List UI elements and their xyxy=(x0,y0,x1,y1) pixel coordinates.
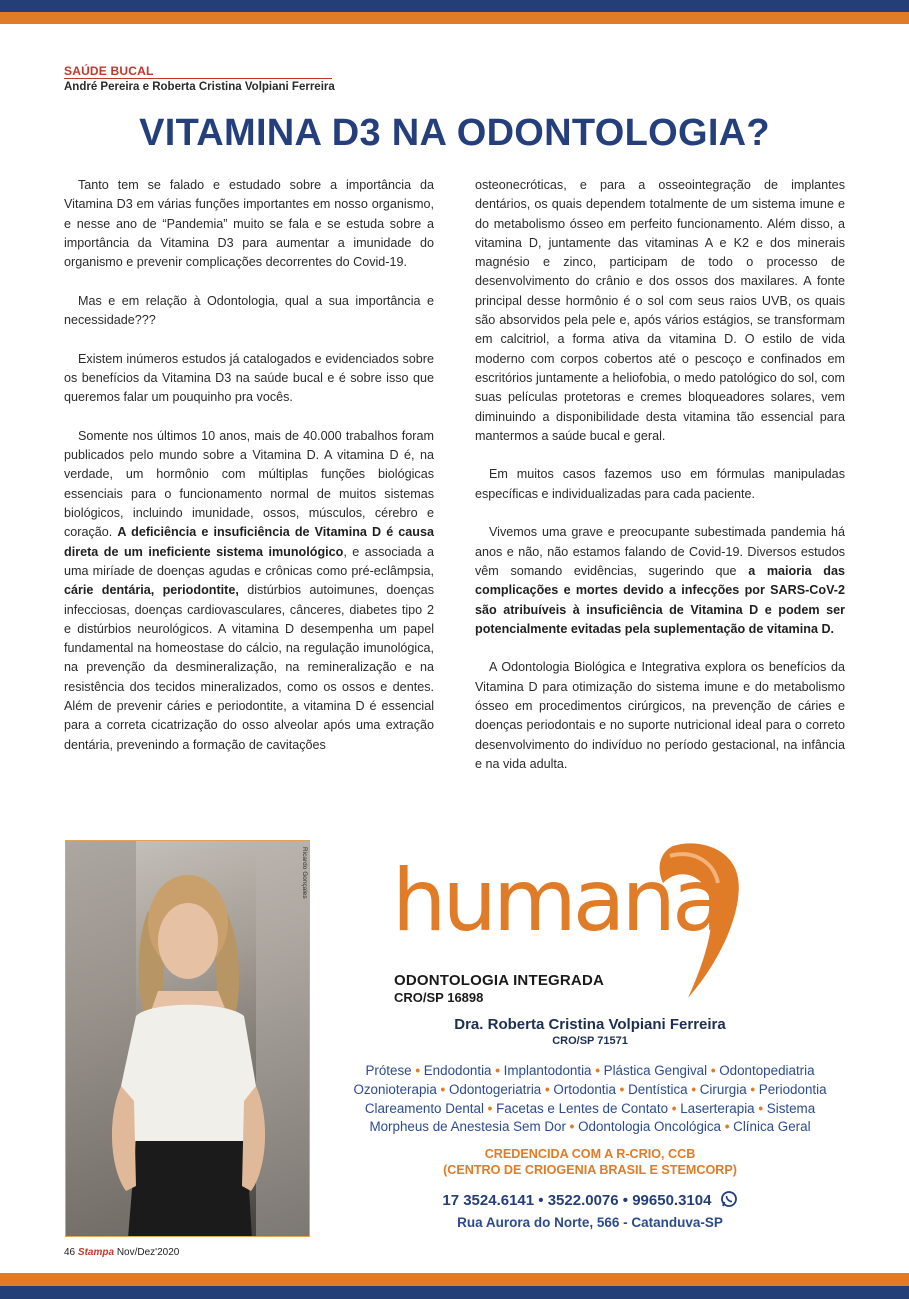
photo-credit: Ricardo Gonçales xyxy=(301,847,308,899)
services-list xyxy=(320,1062,860,1137)
service-item: Clínica Geral xyxy=(733,1119,811,1135)
services-line xyxy=(320,1100,860,1119)
phones-text: 17 3524.6141 • 3522.0076 • 99650.3104 xyxy=(442,1192,712,1209)
section-label: SAÚDE BUCAL xyxy=(64,64,154,78)
humana-wordmark: humana xyxy=(392,851,721,951)
bold-text: a maioria das complicações e mortes devido a infecções por SARS-CoV-2 são atribuíveis à insuficiência de Vitamina D e podem ser potencialmente evitadas pela suplementação de vitamina D. xyxy=(475,563,845,636)
service-item: Odontopediatria xyxy=(719,1063,815,1078)
bullet-separator: • xyxy=(746,1081,759,1097)
text-run: distúrbios autoimunes, doenças infecciosas, doenças cardiovasculares, cânceres, diabetes tipo 2 e distúrbios neurológicos. A vitamina D desempenha um papel fundamental na homeostase do cálcio, na regulação imunológica, na prevenção da desmineralização, na remineralização e na resistência dos tecidos mineralizados, como os ossos e dentes. Além de prevenir cáries e periodontite, a vitamina D é essencial para a correta cicatrização do osso alveolar após uma extração dentária, prevenindo a formação de cavitações xyxy=(64,583,434,752)
paragraph: A Odontologia Biológica e Integrativa explora os benefícios da Vitamina D para otimização do sistema imune e do metabolismo ósseo em procedimentos cirúrgicos, na prevenção de cáries e doenças periodontais e no suporte nutricional ideal para o correto desenvolvimento do indivíduo no período gestacional, na infância e na vida adulta. xyxy=(475,660,845,771)
service-item: Morpheus de Anestesia Sem Dor xyxy=(369,1119,566,1135)
paragraph xyxy=(64,427,434,755)
bullet-separator: • xyxy=(541,1081,554,1097)
bottom-orange-bar xyxy=(0,1273,909,1286)
whatsapp-icon xyxy=(720,1190,738,1208)
doctor-cro: CRO/SP 71571 xyxy=(552,1035,628,1047)
service-item: Odontologia Oncológica xyxy=(578,1119,722,1135)
top-blue-bar xyxy=(0,0,909,12)
service-item: Plástica Gengival xyxy=(603,1063,708,1078)
service-item: Endodontia xyxy=(423,1063,492,1078)
service-item: Laserterapia xyxy=(680,1100,755,1116)
services-line xyxy=(320,1081,860,1100)
service-item: Facetas e Lentes de Contato xyxy=(496,1100,669,1116)
credential-line: (CENTRO DE CRIOGENIA BRASIL E STEMCORP) xyxy=(443,1163,737,1177)
issue-date: Nov/Dez'2020 xyxy=(116,1247,180,1258)
bold-text: A deficiência e insuficiência de Vitamina D é causa direta de um ineficiente sistema imunológico xyxy=(64,525,435,559)
doctor-photo xyxy=(65,840,310,1237)
page-number: 46 xyxy=(64,1247,76,1258)
logo-subtitle: ODONTOLOGIA INTEGRADA xyxy=(394,972,605,989)
bullet-separator: • xyxy=(491,1063,504,1078)
top-orange-bar xyxy=(0,12,909,24)
article-title: VITAMINA D3 NA ODONTOLOGIA? xyxy=(139,112,770,154)
paragraph: Em muitos casos fazemos uso em fórmulas manipuladas específicas e individualizadas para cada paciente. xyxy=(475,467,845,501)
bullet-separator: • xyxy=(591,1063,604,1078)
phone-numbers xyxy=(330,1190,850,1209)
credential xyxy=(330,1146,850,1178)
doctor-name: Dra. Roberta Cristina Volpiani Ferreira xyxy=(454,1016,726,1033)
services-line xyxy=(320,1118,860,1137)
service-item: Odontogeriatria xyxy=(448,1081,542,1097)
address: Rua Aurora do Norte, 566 - Catanduva-SP xyxy=(457,1215,723,1230)
bottom-blue-bar xyxy=(0,1286,909,1299)
service-item: Cirurgia xyxy=(699,1081,747,1097)
bullet-separator: • xyxy=(687,1081,700,1097)
service-item: Ozonioterapia xyxy=(353,1081,437,1097)
service-item: Clareamento Dental xyxy=(364,1100,484,1116)
bullet-separator: • xyxy=(436,1081,449,1097)
section-rule xyxy=(64,78,332,79)
bullet-separator: • xyxy=(483,1100,497,1116)
service-item: Sistema xyxy=(766,1100,816,1116)
paragraph xyxy=(475,523,845,639)
bullet-separator: • xyxy=(707,1063,720,1078)
text-run: Somente nos últimos 10 anos, mais de 40.000 trabalhos foram publicados pelo mundo sobre a Vitamina D. A vitamina D é, na verdade, um hormônio com múltiplas funções biológicas essenciais para o funcionamento normal de muitos sistemas biológicos, incluindo imunidade, ossos, músculos, cérebro e coração. xyxy=(64,428,434,540)
credential-line: CREDENCIDA COM A R-CRIO, CCB xyxy=(484,1147,696,1161)
bullet-separator: • xyxy=(411,1063,424,1078)
service-item: Dentística xyxy=(628,1081,688,1097)
service-item: Ortodontia xyxy=(553,1081,616,1097)
paragraph: Mas e em relação à Odontologia, qual a sua importância e necessidade??? xyxy=(64,293,434,328)
services-line xyxy=(320,1062,860,1081)
page-footer xyxy=(64,1247,179,1258)
bullet-separator: • xyxy=(754,1100,767,1116)
bold-text: cárie dentária, periodontite, xyxy=(64,583,239,598)
bullet-separator: • xyxy=(668,1100,681,1116)
text-run: Vivemos uma grave e preocupante subestimada pandemia há anos e não, não estamos falando de Covid-19. Diversos estudos vêm somando evidências, sugerindo que xyxy=(475,525,845,578)
service-item: Prótese xyxy=(365,1063,412,1078)
bullet-separator: • xyxy=(565,1119,579,1135)
paragraph: Existem inúmeros estudos já catalogados e evidenciados sobre os benefícios da Vitamina D3 na saúde bucal e é sobre isso que queremos falar um pouquinho pra vocês. xyxy=(64,351,434,405)
portrait-illustration xyxy=(66,841,310,1237)
logo-cro: CRO/SP 16898 xyxy=(394,990,484,1005)
article-column-right xyxy=(475,176,845,794)
paragraph: Tanto tem se falado e estudado sobre a importância da Vitamina D3 em várias funções importantes em nosso organismo, e nesse ano de “Pandemia” muito se fala e se estuda sobre a importância da Vitamina D3 para aumentar a imunidade do organismo e prevenir complicações decorrentes do Covid-19. xyxy=(64,178,434,270)
bullet-separator: • xyxy=(721,1119,734,1135)
magazine-name: Stampa xyxy=(77,1247,115,1258)
article-column-left xyxy=(64,176,434,774)
authors: André Pereira e Roberta Cristina Volpiani Ferreira xyxy=(64,81,335,93)
bullet-separator: • xyxy=(615,1081,629,1097)
text-run: , e associada a uma miríade de doenças agudas e crônicas como pré-eclâmpsia, xyxy=(64,544,434,578)
service-item: Implantodontia xyxy=(503,1063,592,1078)
service-item: Periodontia xyxy=(758,1081,827,1097)
paragraph: osteonecróticas, e para a osseointegração de implantes dentários, os quais dependem totalmente de um sistema imune e do metabolismo ósseo em perfeito funcionamento. Além disso, a vitamina D, juntamente das vitaminas A e K2 e dos minerais magnésio e zinco, participam de todo o processo de desenvolvimento do crânio e dos ossos dos maxilares. A fonte principal desse hormônio é o sol com seus raios UVB, os quais são absorvidos pela pele e, após vários estágios, se transformam em calcitriol, a forma ativa da vitamina D. O estilo de vida moderno com corpos cobertos até o pescoço e confinados em escritórios juntamente a heliofobia, o medo patológico do sol, com suas películas protetoras e cremes bloqueadores solares, vem diminuindo a disponibilidade desta vitamina tão essencial para mantermos a saúde bucal e geral. xyxy=(475,178,845,443)
